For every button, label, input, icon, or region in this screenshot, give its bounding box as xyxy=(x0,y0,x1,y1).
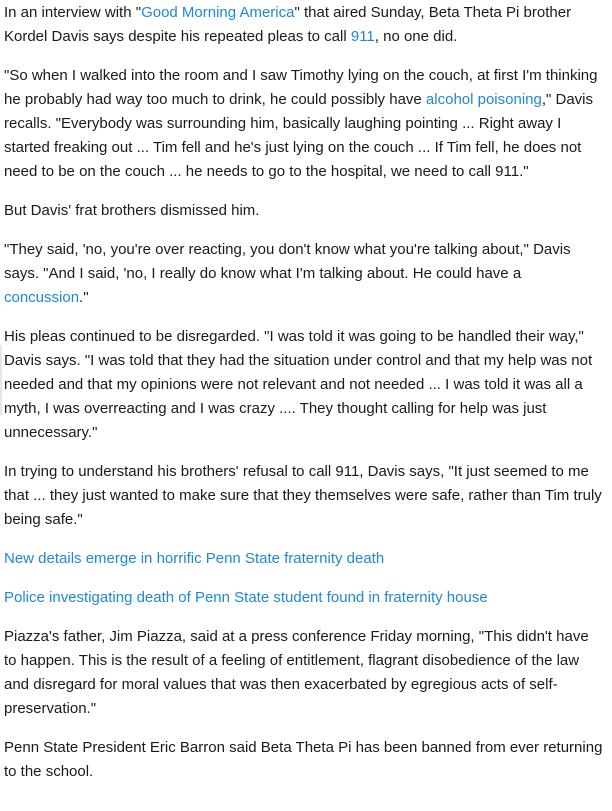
paragraph-quote-overreacting xyxy=(4,238,604,310)
related-link-paragraph xyxy=(4,586,604,610)
text-segment: ," Davis recalls. "Everybody was surrounding him, basically laughing pointing ... Right away I started freaking out ... Tim fell and he's just lying on the couch ... If Tim fell, he does not need to be on the couch ... he needs to go to the hospital, we need to call 911." xyxy=(4,91,594,180)
paragraph-interview xyxy=(4,1,604,49)
text-segment: "So when I walked into the room and I saw Timothy lying on the couch, at first I'm thinking he probably had way too much to drink, he could possibly have xyxy=(4,67,598,108)
text-segment: "They said, 'no, you're over reacting, you don't know what you're talking about," Davis says. "And I said, 'no, I really do know what I'm talking about. He could have a xyxy=(4,241,571,282)
text-segment: In an interview with " xyxy=(4,4,142,21)
paragraph-pleas-disregarded: His pleas continued to be disregarded. "I was told it was going to be handled their way," Davis says. "I was told that they had the situation under control and that my help was not needed and that my opinions were not relevant and not needed ... I was told it was all a myth, I was overreacting and I was crazy .... They thought calling for help was just unnecessary." xyxy=(4,328,593,441)
text-segment: ." xyxy=(79,289,89,306)
related-link-new-details[interactable]: New details emerge in horrific Penn State fraternity death xyxy=(4,550,385,567)
paragraph-dismissed: But Davis' frat brothers dismissed him. xyxy=(4,202,260,219)
link-good-morning-america[interactable]: Good Morning America xyxy=(141,4,295,21)
related-link-police-investigating[interactable]: Police investigating death of Penn State student found in fraternity house xyxy=(4,589,488,606)
text-segment: , no one did. xyxy=(374,28,458,45)
related-link-paragraph xyxy=(4,547,604,571)
left-edge-shadow xyxy=(0,345,2,415)
link-alcohol-poisoning[interactable]: alcohol poisoning xyxy=(425,91,542,108)
paragraph-quote-couch xyxy=(4,64,604,184)
link-concussion[interactable]: concussion xyxy=(4,289,80,306)
paragraph-refusal: In trying to understand his brothers' refusal to call 911, Davis says, "It just seemed to me that ... they just wanted to make sure that they themselves were safe, rather than Tim truly being safe." xyxy=(4,463,602,528)
link-911[interactable]: 911 xyxy=(350,28,375,45)
text-segment: " that aired Sunday, Beta Theta Pi brother Kordel Davis says despite his repeated pleas to call xyxy=(4,4,572,45)
paragraph-father-statement: Piazza's father, Jim Piazza, said at a press conference Friday morning, "This didn't have to happen. This is the result of a feeling of entitlement, flagrant disobedience of the law and disregard for moral values that was then exacerbated by egregious acts of self-preservation." xyxy=(4,628,589,717)
paragraph-president-statement: Penn State President Eric Barron said Beta Theta Pi has been banned from ever returning to the school. xyxy=(4,739,603,780)
article-body xyxy=(4,1,604,799)
